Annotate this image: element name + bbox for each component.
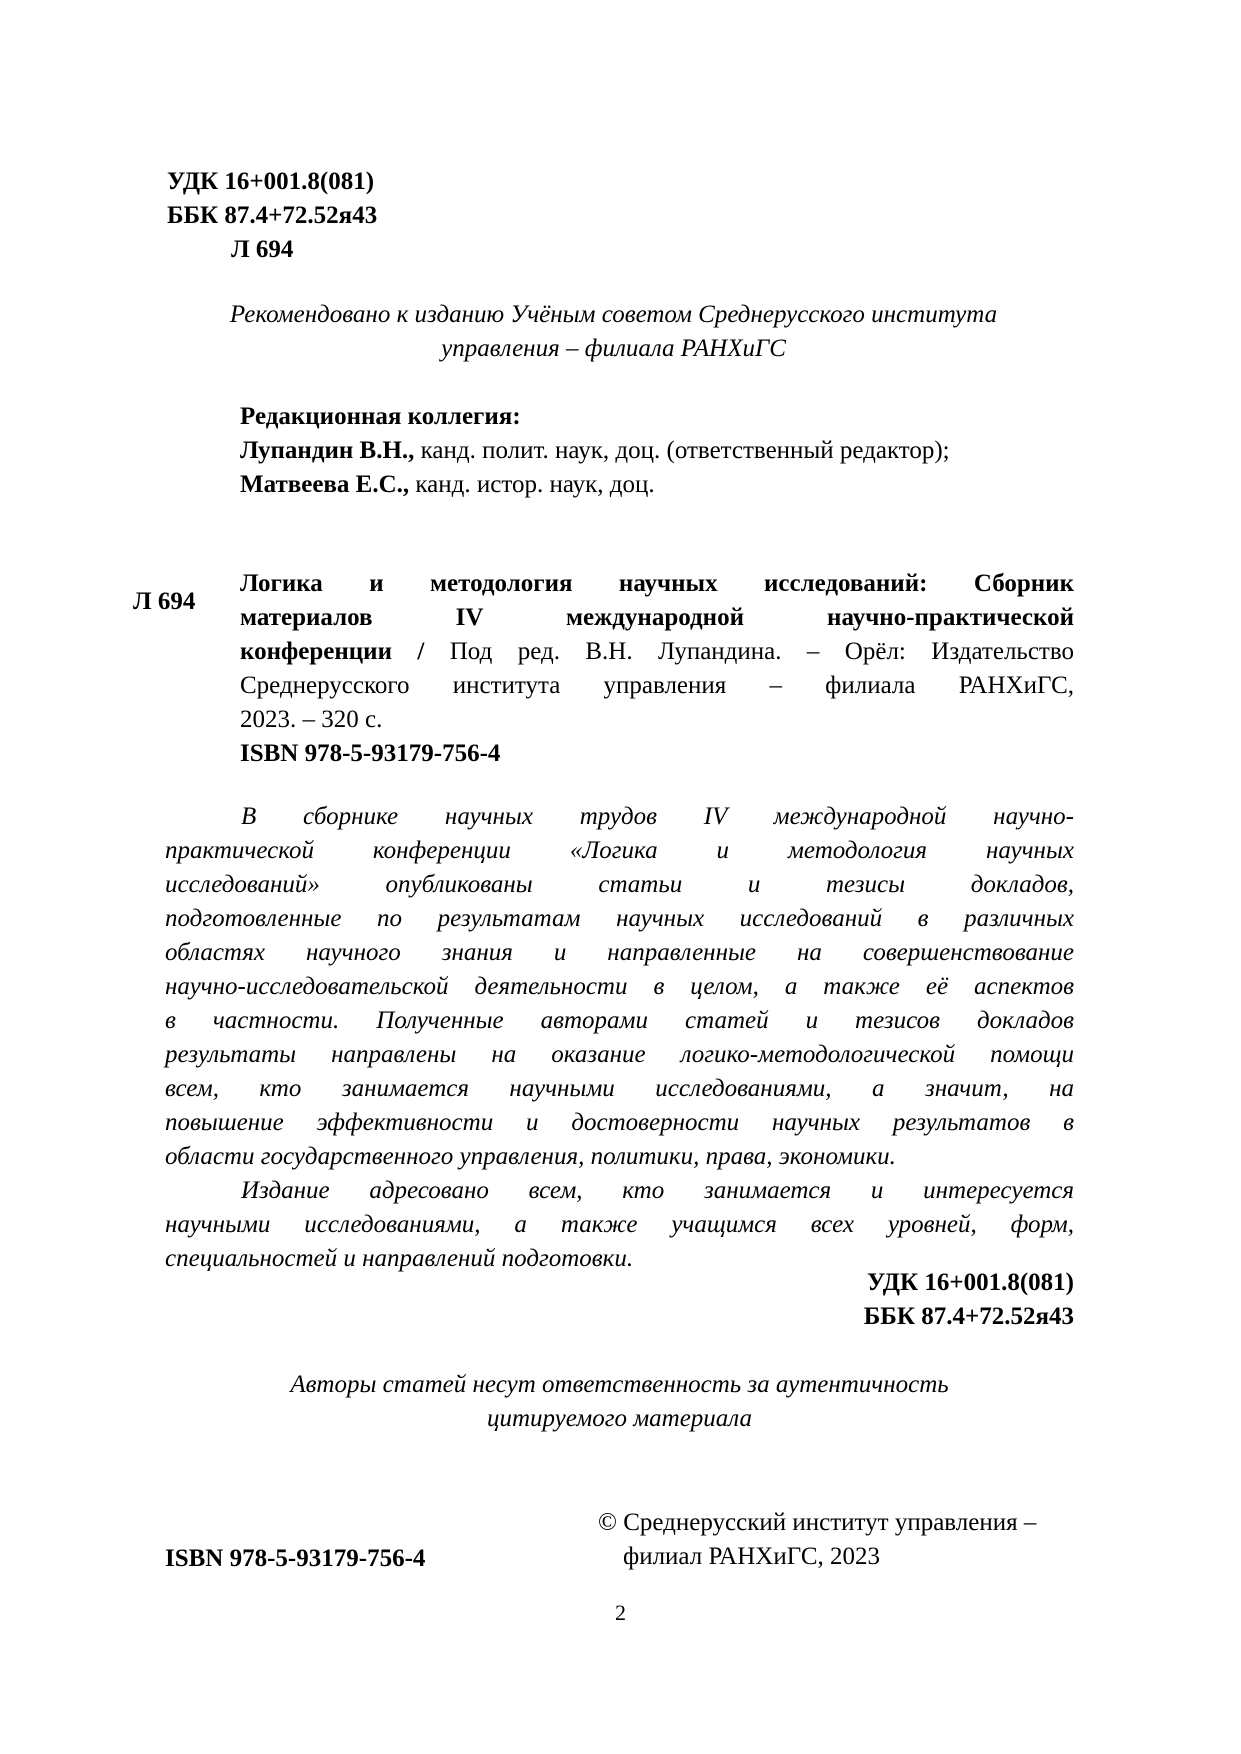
bibliographic-entry [240, 567, 1074, 771]
classification-codes [167, 165, 567, 267]
bib-title-end: конференции / [240, 638, 425, 665]
authors-responsibility-note [165, 1368, 1074, 1436]
bibliographic-mark: Л 694 [133, 588, 196, 615]
bib-title-line: материалов IV международной научно-практической [240, 604, 1074, 631]
bib-title-line: Логика и методология научных исследований: Сборник [240, 570, 1074, 597]
copyright-line-2: филиал РАНХиГС, 2023 [623, 1543, 881, 1570]
abstract-line: Издание адресовано всем, кто занимается и интересуется [241, 1177, 1074, 1204]
bib-editor-publisher: Под ред. В.Н. Лупандина. – Орёл: Издательство [424, 638, 1074, 665]
authors-note-line-2: цитируемого материала [486, 1405, 753, 1432]
recommendation-line-2: управления – филиала РАНХиГС [441, 335, 786, 362]
bbk-code: ББК 87.4+72.52я43 [863, 1303, 1074, 1330]
footer-classification-codes [700, 1266, 1074, 1334]
abstract-line: практической конференции «Логика и методология научных [165, 837, 1074, 864]
editor-name: Лупандин В.Н., [240, 437, 415, 464]
editor-entry [240, 434, 1080, 468]
abstract-line: специальностей и направлений подготовки. [165, 1245, 634, 1272]
udk-code: УДК 16+001.8(081) [167, 168, 375, 195]
copyright-line-1: © Среднерусский институт управления – [598, 1509, 1037, 1536]
bbk-code: ББК 87.4+72.52я43 [167, 202, 378, 229]
abstract-line: в частности. Полученные авторами статей и тезисов докладов [165, 1007, 1074, 1034]
authors-note-line-1: Авторы статей несут ответственность за аутентичность [290, 1371, 949, 1398]
bib-line: 2023. – 320 с. [240, 706, 383, 733]
abstract-line: В сборнике научных трудов IV международной научно- [241, 803, 1074, 830]
abstract-line: научными исследованиями, а также учащимся всех уровней, форм, [165, 1211, 1074, 1238]
abstract-line: результаты направлены на оказание логико-методологической помощи [165, 1041, 1074, 1068]
page-number: 2 [615, 1600, 626, 1625]
abstract-line: всем, кто занимается научными исследованиями, а значит, на [165, 1075, 1074, 1102]
isbn: ISBN 978-5-93179-756-4 [165, 1545, 426, 1572]
editor-details: канд. истор. наук, доц. [409, 471, 655, 498]
editorial-board-heading: Редакционная коллегия: [240, 403, 521, 430]
author-mark: Л 694 [231, 236, 294, 263]
udk-code: УДК 16+001.8(081) [866, 1269, 1074, 1296]
abstract-line: области государственного управления, политики, права, экономики. [165, 1143, 896, 1170]
abstract [165, 800, 1074, 1276]
editorial-board [240, 400, 1080, 502]
abstract-line: подготовленные по результатам научных исследований в различных [165, 905, 1074, 932]
publication-recommendation [150, 298, 1077, 366]
bib-line: Среднерусского института управления – филиала РАНХиГС, [240, 672, 1074, 699]
editor-details: канд. полит. наук, доц. (ответственный редактор); [414, 437, 950, 464]
bib-line [240, 635, 1074, 669]
editor-entry [240, 468, 1080, 502]
copyright-notice [598, 1506, 1078, 1574]
abstract-line: областях научного знания и направленные на совершенствование [165, 939, 1074, 966]
bib-isbn: ISBN 978-5-93179-756-4 [240, 740, 501, 767]
editor-name: Матвеева Е.С., [240, 471, 410, 498]
abstract-line: исследований» опубликованы статьи и тезисы докладов, [165, 871, 1074, 898]
abstract-line: научно-исследовательской деятельности в целом, а также её аспектов [165, 973, 1074, 1000]
recommendation-line-1: Рекомендовано к изданию Учёным советом Среднерусского института [229, 301, 998, 328]
abstract-line: повышение эффективности и достоверности научных результатов в [165, 1109, 1074, 1136]
